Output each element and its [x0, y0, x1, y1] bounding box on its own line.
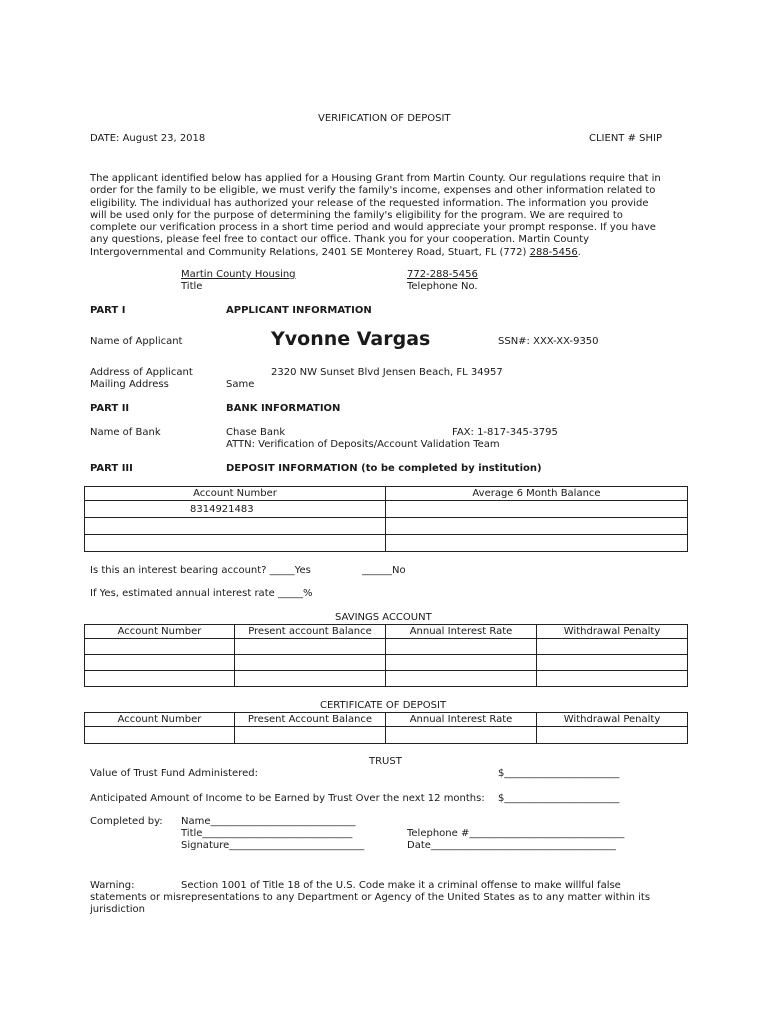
- column-header: Account Number: [85, 487, 386, 501]
- table-row: [85, 518, 688, 535]
- completed-name-field[interactable]: Name_____________________________: [181, 816, 356, 827]
- org-phone: 772-288-5456: [407, 269, 478, 280]
- applicant-name: Yvonne Vargas: [271, 328, 431, 350]
- completed-telephone-field[interactable]: Telephone #_______________________________: [407, 828, 625, 839]
- phone-link[interactable]: 288-5456: [529, 246, 578, 258]
- table-cell[interactable]: [235, 671, 386, 687]
- completed-signature-field[interactable]: Signature___________________________: [181, 840, 365, 851]
- table-cell[interactable]: [235, 655, 386, 671]
- savings-title: SAVINGS ACCOUNT: [335, 612, 432, 623]
- column-header: Annual Interest Rate: [386, 625, 537, 639]
- intro-line-last: Intergovernmental and Community Relations, 2401 SE Monterey Road, Stuart, FL (772) 288-5456.: [90, 246, 581, 258]
- warning-line: Section 1001 of Title 18 of the U.S. Code make it a criminal offense to make willful false: [181, 880, 621, 891]
- part-1-heading: APPLICANT INFORMATION: [226, 305, 372, 316]
- deposit-table: [84, 486, 688, 552]
- interest-no: ______No: [362, 565, 406, 576]
- account-number-cell[interactable]: [85, 535, 386, 552]
- column-header: Present account Balance: [235, 625, 386, 639]
- part-2-label: PART II: [90, 403, 130, 414]
- mailing-label: Mailing Address: [90, 379, 169, 390]
- intro-line: complete our verification process in a short time period and would appreciate your prompt response. If you have: [90, 222, 656, 234]
- trust-value-field[interactable]: $_______________________: [498, 768, 620, 779]
- bank-label: Name of Bank: [90, 427, 161, 438]
- table-cell[interactable]: [386, 671, 537, 687]
- interest-rate-question: If Yes, estimated annual interest rate _____%: [90, 588, 313, 599]
- address-label: Address of Applicant: [90, 367, 193, 378]
- trust-income-label: Anticipated Amount of Income to be Earned by Trust Over the next 12 months:: [90, 793, 485, 804]
- column-header: Annual Interest Rate: [386, 713, 537, 727]
- column-header: Withdrawal Penalty: [537, 713, 688, 727]
- intro-line: will be used only for the purpose of determining the family's eligibility for the program. We are required to: [90, 209, 623, 221]
- column-header: Average 6 Month Balance: [386, 487, 688, 501]
- column-header: Account Number: [85, 625, 235, 639]
- table-cell[interactable]: [386, 655, 537, 671]
- table-cell[interactable]: [85, 671, 235, 687]
- account-number-cell[interactable]: 8314921483: [85, 501, 386, 518]
- bank-attn: ATTN: Verification of Deposits/Account Validation Team: [226, 439, 500, 450]
- account-number-cell[interactable]: [85, 518, 386, 535]
- table-row: [85, 655, 688, 671]
- phone-label: Telephone No.: [407, 281, 478, 292]
- table-cell[interactable]: [537, 639, 688, 655]
- warning-line: statements or misrepresentations to any Department or Agency of the United States as to any matter within its: [90, 892, 651, 903]
- document-title: VERIFICATION OF DEPOSIT: [318, 113, 451, 124]
- table-row: [85, 727, 688, 744]
- part-2-heading: BANK INFORMATION: [226, 403, 341, 414]
- trust-title: TRUST: [369, 756, 402, 767]
- part-1-label: PART I: [90, 305, 126, 316]
- date-line: DATE: August 23, 2018: [90, 133, 206, 144]
- table-cell[interactable]: [235, 727, 386, 744]
- client-number: CLIENT # SHIP: [589, 133, 662, 144]
- ssn: SSN#: XXX-XX-9350: [498, 336, 599, 347]
- intro-line: any questions, please feel free to contact our office. Thank you for your cooperation. Martin County: [90, 234, 590, 246]
- table-row: [85, 535, 688, 552]
- interest-question: Is this an interest bearing account? _____Yes: [90, 565, 311, 576]
- bank-fax: FAX: 1-817-345-3795: [452, 427, 558, 438]
- warning-label: Warning:: [90, 880, 135, 891]
- part-3-heading: DEPOSIT INFORMATION (to be completed by institution): [226, 463, 542, 474]
- mailing-value: Same: [226, 379, 255, 390]
- cd-table: [84, 712, 688, 744]
- bank-name: Chase Bank: [226, 427, 286, 438]
- intro-line: order for the family to be eligible, we must verify the family's income, expenses and other information related to: [90, 185, 656, 197]
- table-cell[interactable]: [386, 639, 537, 655]
- table-cell[interactable]: [537, 671, 688, 687]
- address-value: 2320 NW Sunset Blvd Jensen Beach, FL 34957: [271, 367, 503, 378]
- intro-line: eligibility. The individual has authorized your release of the requested information. The information you provide: [90, 197, 649, 209]
- table-cell[interactable]: [85, 727, 235, 744]
- cd-title: CERTIFICATE OF DEPOSIT: [320, 700, 447, 711]
- org-label: Title: [181, 281, 203, 292]
- table-row: [85, 671, 688, 687]
- table-cell[interactable]: [235, 639, 386, 655]
- balance-cell[interactable]: [386, 501, 688, 518]
- column-header: Withdrawal Penalty: [537, 625, 688, 639]
- completed-date-field[interactable]: Date_____________________________________: [407, 840, 616, 851]
- part-3-label: PART III: [90, 463, 133, 474]
- balance-cell[interactable]: [386, 518, 688, 535]
- balance-cell[interactable]: [386, 535, 688, 552]
- table-cell[interactable]: [537, 727, 688, 744]
- completed-by-label: Completed by:: [90, 816, 163, 827]
- table-cell[interactable]: [85, 655, 235, 671]
- table-cell[interactable]: [85, 639, 235, 655]
- table-cell[interactable]: [537, 655, 688, 671]
- table-row: [85, 501, 688, 518]
- trust-income-field[interactable]: $_______________________: [498, 793, 620, 804]
- table-cell[interactable]: [386, 727, 537, 744]
- applicant-name-label: Name of Applicant: [90, 336, 183, 347]
- completed-title-field[interactable]: Title______________________________: [181, 828, 353, 839]
- table-row: [85, 639, 688, 655]
- trust-value-label: Value of Trust Fund Administered:: [90, 768, 258, 779]
- warning-line: jurisdiction: [90, 904, 145, 915]
- intro-line: The applicant identified below has applied for a Housing Grant from Martin County. Our regulations require that in: [90, 173, 661, 184]
- org-name: Martin County Housing: [181, 269, 296, 280]
- column-header: Account Number: [85, 713, 235, 727]
- intro-paragraph: [90, 173, 680, 259]
- column-header: Present Account Balance: [235, 713, 386, 727]
- savings-table: [84, 624, 688, 687]
